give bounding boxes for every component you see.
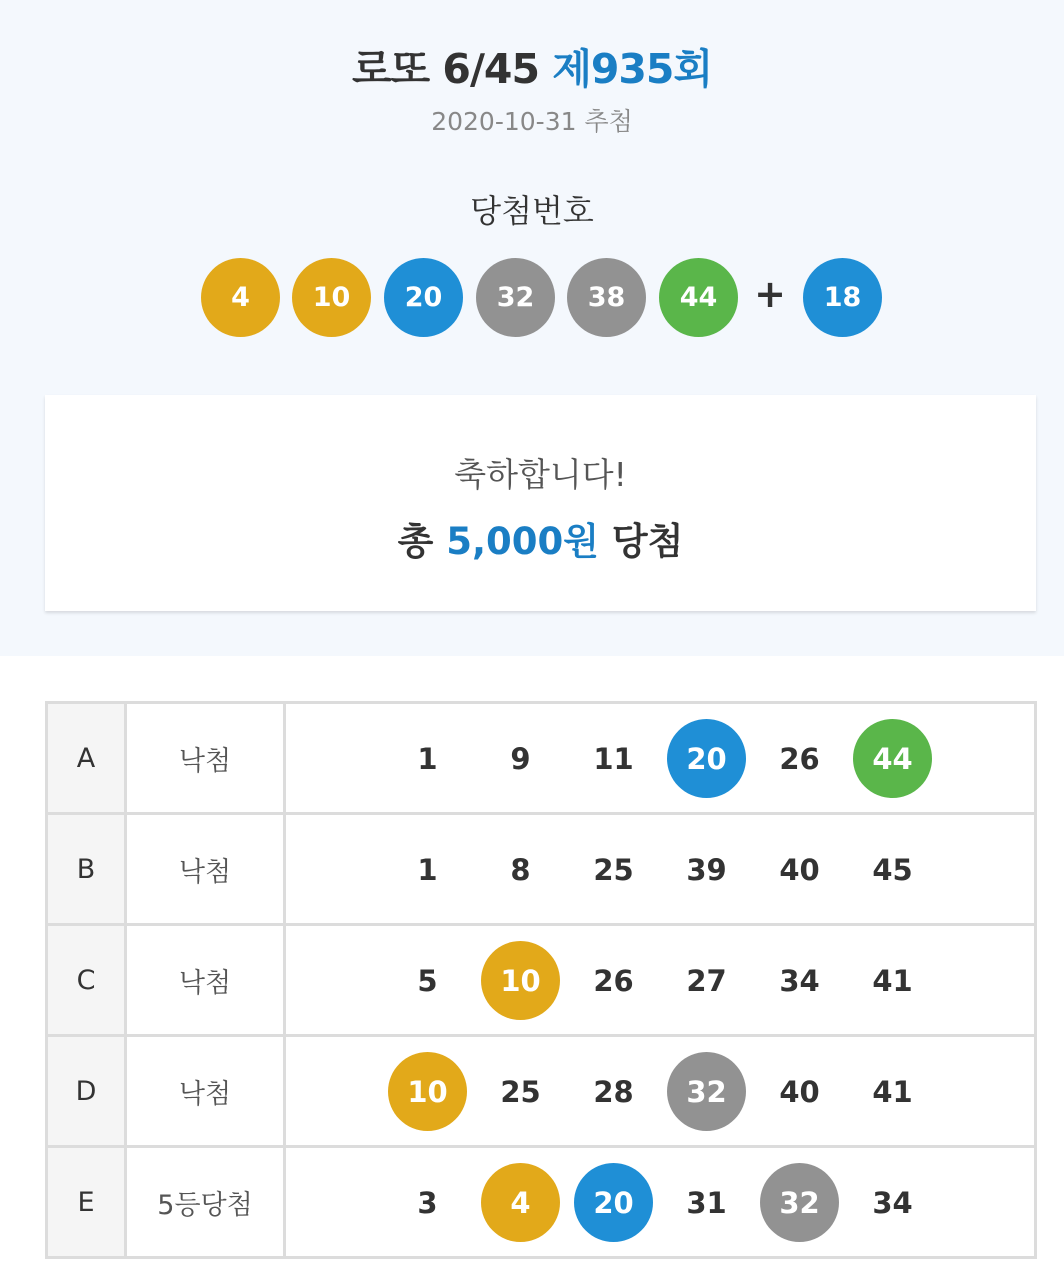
winning-ball: 4 — [201, 258, 280, 337]
game-letter: D — [47, 1036, 126, 1147]
game-number: 5 — [417, 963, 438, 998]
game-number: 40 — [779, 1074, 820, 1109]
table-row — [47, 703, 1036, 814]
congrats-message: 축하합니다! — [454, 455, 627, 494]
game-numbers — [285, 814, 1036, 925]
game-letter: A — [47, 703, 126, 814]
game-number: 20 — [667, 719, 746, 798]
table-row — [47, 925, 1036, 1036]
table-row — [47, 1147, 1036, 1258]
game-number: 4 — [481, 1163, 560, 1242]
game-status: 5등당첨 — [126, 1147, 285, 1258]
prize-total — [45, 511, 1036, 565]
round-number: 제935회 — [552, 45, 713, 93]
game-number: 41 — [872, 1074, 913, 1109]
prize-suffix: 당첨 — [611, 520, 684, 563]
winning-ball: 44 — [659, 258, 738, 337]
game-status: 낙첨 — [126, 814, 285, 925]
game-number: 3 — [417, 1185, 438, 1220]
game-number: 32 — [760, 1163, 839, 1242]
game-number: 11 — [593, 741, 634, 776]
table-row — [47, 1036, 1036, 1147]
game-number: 45 — [872, 852, 913, 887]
table-row — [47, 814, 1036, 925]
draw-date: 2020-10-31 추첨 — [431, 107, 633, 136]
game-number: 20 — [574, 1163, 653, 1242]
game-status: 낙첨 — [126, 703, 285, 814]
prize-amount: 5,000원 — [446, 520, 600, 563]
game-number: 10 — [481, 941, 560, 1020]
game-number: 31 — [686, 1185, 727, 1220]
result-card — [45, 395, 1036, 611]
game-number: 10 — [388, 1052, 467, 1131]
game-number: 34 — [872, 1185, 913, 1220]
game-numbers — [285, 703, 1036, 814]
game-number: 25 — [593, 852, 634, 887]
game-status: 낙첨 — [126, 1036, 285, 1147]
game-number: 25 — [500, 1074, 541, 1109]
plus-sign: + — [754, 272, 786, 316]
game-number: 9 — [510, 741, 531, 776]
game-number: 44 — [853, 719, 932, 798]
title-prefix: 로또 6/45 — [351, 45, 539, 93]
game-number: 8 — [510, 852, 531, 887]
game-number: 34 — [779, 963, 820, 998]
game-number: 41 — [872, 963, 913, 998]
game-numbers — [285, 1147, 1036, 1258]
game-number: 1 — [417, 852, 438, 887]
game-letter: C — [47, 925, 126, 1036]
game-letter: E — [47, 1147, 126, 1258]
bonus-ball: 18 — [803, 258, 882, 337]
game-number: 40 — [779, 852, 820, 887]
prize-prefix: 총 — [397, 520, 434, 563]
game-number: 27 — [686, 963, 727, 998]
game-numbers — [285, 925, 1036, 1036]
game-number: 32 — [667, 1052, 746, 1131]
game-number: 26 — [779, 741, 820, 776]
game-status: 낙첨 — [126, 925, 285, 1036]
games-table — [45, 701, 1037, 1259]
game-letter: B — [47, 814, 126, 925]
winning-ball: 20 — [384, 258, 463, 337]
game-number: 1 — [417, 741, 438, 776]
game-number: 28 — [593, 1074, 634, 1109]
winning-ball: 38 — [567, 258, 646, 337]
game-number: 26 — [593, 963, 634, 998]
page-title — [0, 36, 1064, 95]
game-number: 39 — [686, 852, 727, 887]
winning-numbers-label: 당첨번호 — [470, 192, 594, 230]
winning-ball: 32 — [476, 258, 555, 337]
game-numbers — [285, 1036, 1036, 1147]
winning-ball: 10 — [292, 258, 371, 337]
